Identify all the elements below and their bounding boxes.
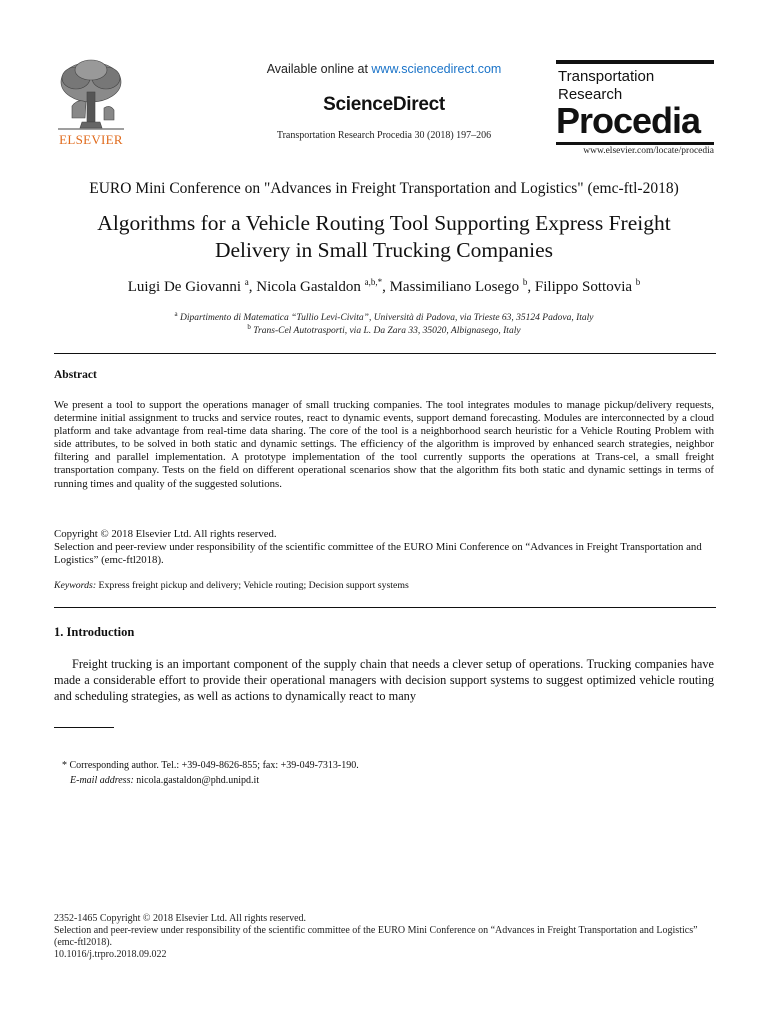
paper-title	[40, 210, 728, 264]
affiliation-text: Dipartimento di Matematica “Tullio Levi-Civita”, Università di Padova, via Trieste 63, 35124 Padova, Italy	[180, 313, 594, 324]
paper-title-line2: Delivery in Small Trucking Companies	[214, 238, 554, 262]
introduction-paragraph: Freight trucking is an important component of the supply chain that needs a clever setup of operations. Trucking companies have made a considerable effort to provide their operational managers with decision support systems to suggest optimized vehicle routing and scheduling strategies, as well as actions to dynamically react to many	[54, 657, 714, 703]
corresponding-author-note: * Corresponding author. Tel.: +39-049-8626-855; fax: +39-049-7313-190.	[62, 760, 359, 771]
email-label: E-mail address:	[70, 775, 134, 786]
divider-top	[54, 353, 716, 354]
footer-peer-review: Selection and peer-review under responsibility of the scientific committee of the EURO Mini Conference on “Advances in Freight Transportation and Logistics” (emc-ftl2018).	[54, 925, 698, 948]
journal-logo-line3: Procedia	[556, 100, 701, 141]
journal-logo	[556, 60, 714, 156]
keywords-list: Express freight pickup and delivery; Vehicle routing; Decision support systems	[96, 580, 409, 591]
issn-copyright: 2352-1465 Copyright © 2018 Elsevier Ltd. All rights reserved.	[54, 913, 307, 924]
journal-url-link[interactable]: www.elsevier.com/locate/procedia	[583, 146, 714, 156]
paper-title-line1: Algorithms for a Vehicle Routing Tool Supporting Express Freight	[97, 211, 671, 235]
journal-logo-line2: Research	[558, 86, 623, 103]
journal-logo-line1: Transportation	[558, 68, 655, 85]
sciencedirect-link[interactable]: www.sciencedirect.com	[371, 62, 502, 76]
affiliation-b	[0, 323, 768, 336]
abstract-copyright	[54, 528, 714, 567]
author-affiliation-mark: b	[635, 277, 641, 287]
available-online-label: Available online at	[266, 62, 372, 76]
conference-name: EURO Mini Conference on "Advances in Freight Transportation and Logistics" (emc-ftl-2018)	[89, 180, 679, 197]
keywords	[54, 580, 714, 592]
author-name: Filippo Sottovia	[534, 279, 633, 295]
email-address[interactable]: nicola.gastaldon@phd.unipd.it	[133, 775, 260, 786]
author-affiliation-mark: a,b,*	[364, 277, 383, 287]
abstract-body: We present a tool to support the operations manager of small trucking companies. The tool integrates modules to manage pickup/delivery requests, determine initial assignment to trucks and service routes, react to dynamic events, support demand forecasting. Modules are interconnected by a cloud platform and take advantage from real-time data sharing. The core of the tool is a neighborhood search heuristic for a Vehicle Routing Problem with side attributes, to be solved in both static and dynamic settings. The efficiency of the algorithm is improved by enhanced search strategies, neighbor filtering and parallel implementation. A prototype implementation of the tool currently supports the operations at Trans-cel, a small freight transportation company. Tests on the field on different operational scenarios show that the algorithm fits both static and dynamic settings in terms of running times and quality of the suggested solutions.	[54, 399, 714, 490]
author-name: Luigi De Giovanni	[127, 279, 242, 295]
footnote-rule	[54, 727, 114, 728]
page-header	[0, 0, 768, 170]
abstract-heading: Abstract	[54, 369, 97, 381]
affiliation-mark: a	[174, 310, 178, 318]
section-heading-introduction: 1. Introduction	[54, 625, 135, 639]
affiliation-mark: b	[247, 323, 251, 331]
elsevier-wordmark: ELSEVIER	[59, 132, 123, 147]
author-name: Massimiliano Losego	[389, 279, 520, 295]
copyright-line: Copyright © 2018 Elsevier Ltd. All rights reserved.	[54, 528, 277, 540]
divider-bottom	[54, 607, 716, 608]
author-list: Luigi De Giovanni $^a$, Nicola Gastaldon $^{a,b,*}$, Massimiliano Losego $^b$, Filippo Sottovia $^b$	[127, 277, 641, 295]
page-footer	[54, 913, 714, 961]
author-affiliation-mark: b	[522, 277, 528, 287]
affiliation-a	[0, 310, 768, 323]
peer-review-line: Selection and peer-review under responsibility of the scientific committee of the EURO Mini Conference on “Advances in Freight Transportation and Logistics” (emc-ftl2018).	[54, 541, 702, 567]
doi-link[interactable]: 10.1016/j.trpro.2018.09.022	[54, 949, 167, 960]
author-affiliation-mark: a	[244, 277, 249, 287]
keywords-label: Keywords:	[54, 580, 97, 591]
sciencedirect-logo-text: ScienceDirect	[323, 94, 445, 115]
author-name: Nicola Gastaldon	[256, 279, 361, 295]
affiliation-text: Trans-Cel Autotrasporti, via L. Da Zara 33, 35020, Albignasego, Italy	[253, 326, 521, 337]
journal-citation: Transportation Research Procedia 30 (2018) 197–206	[276, 130, 492, 141]
journal-logo-bottom-rule	[556, 142, 714, 145]
email-note	[70, 775, 259, 786]
journal-logo-top-rule	[556, 60, 714, 64]
